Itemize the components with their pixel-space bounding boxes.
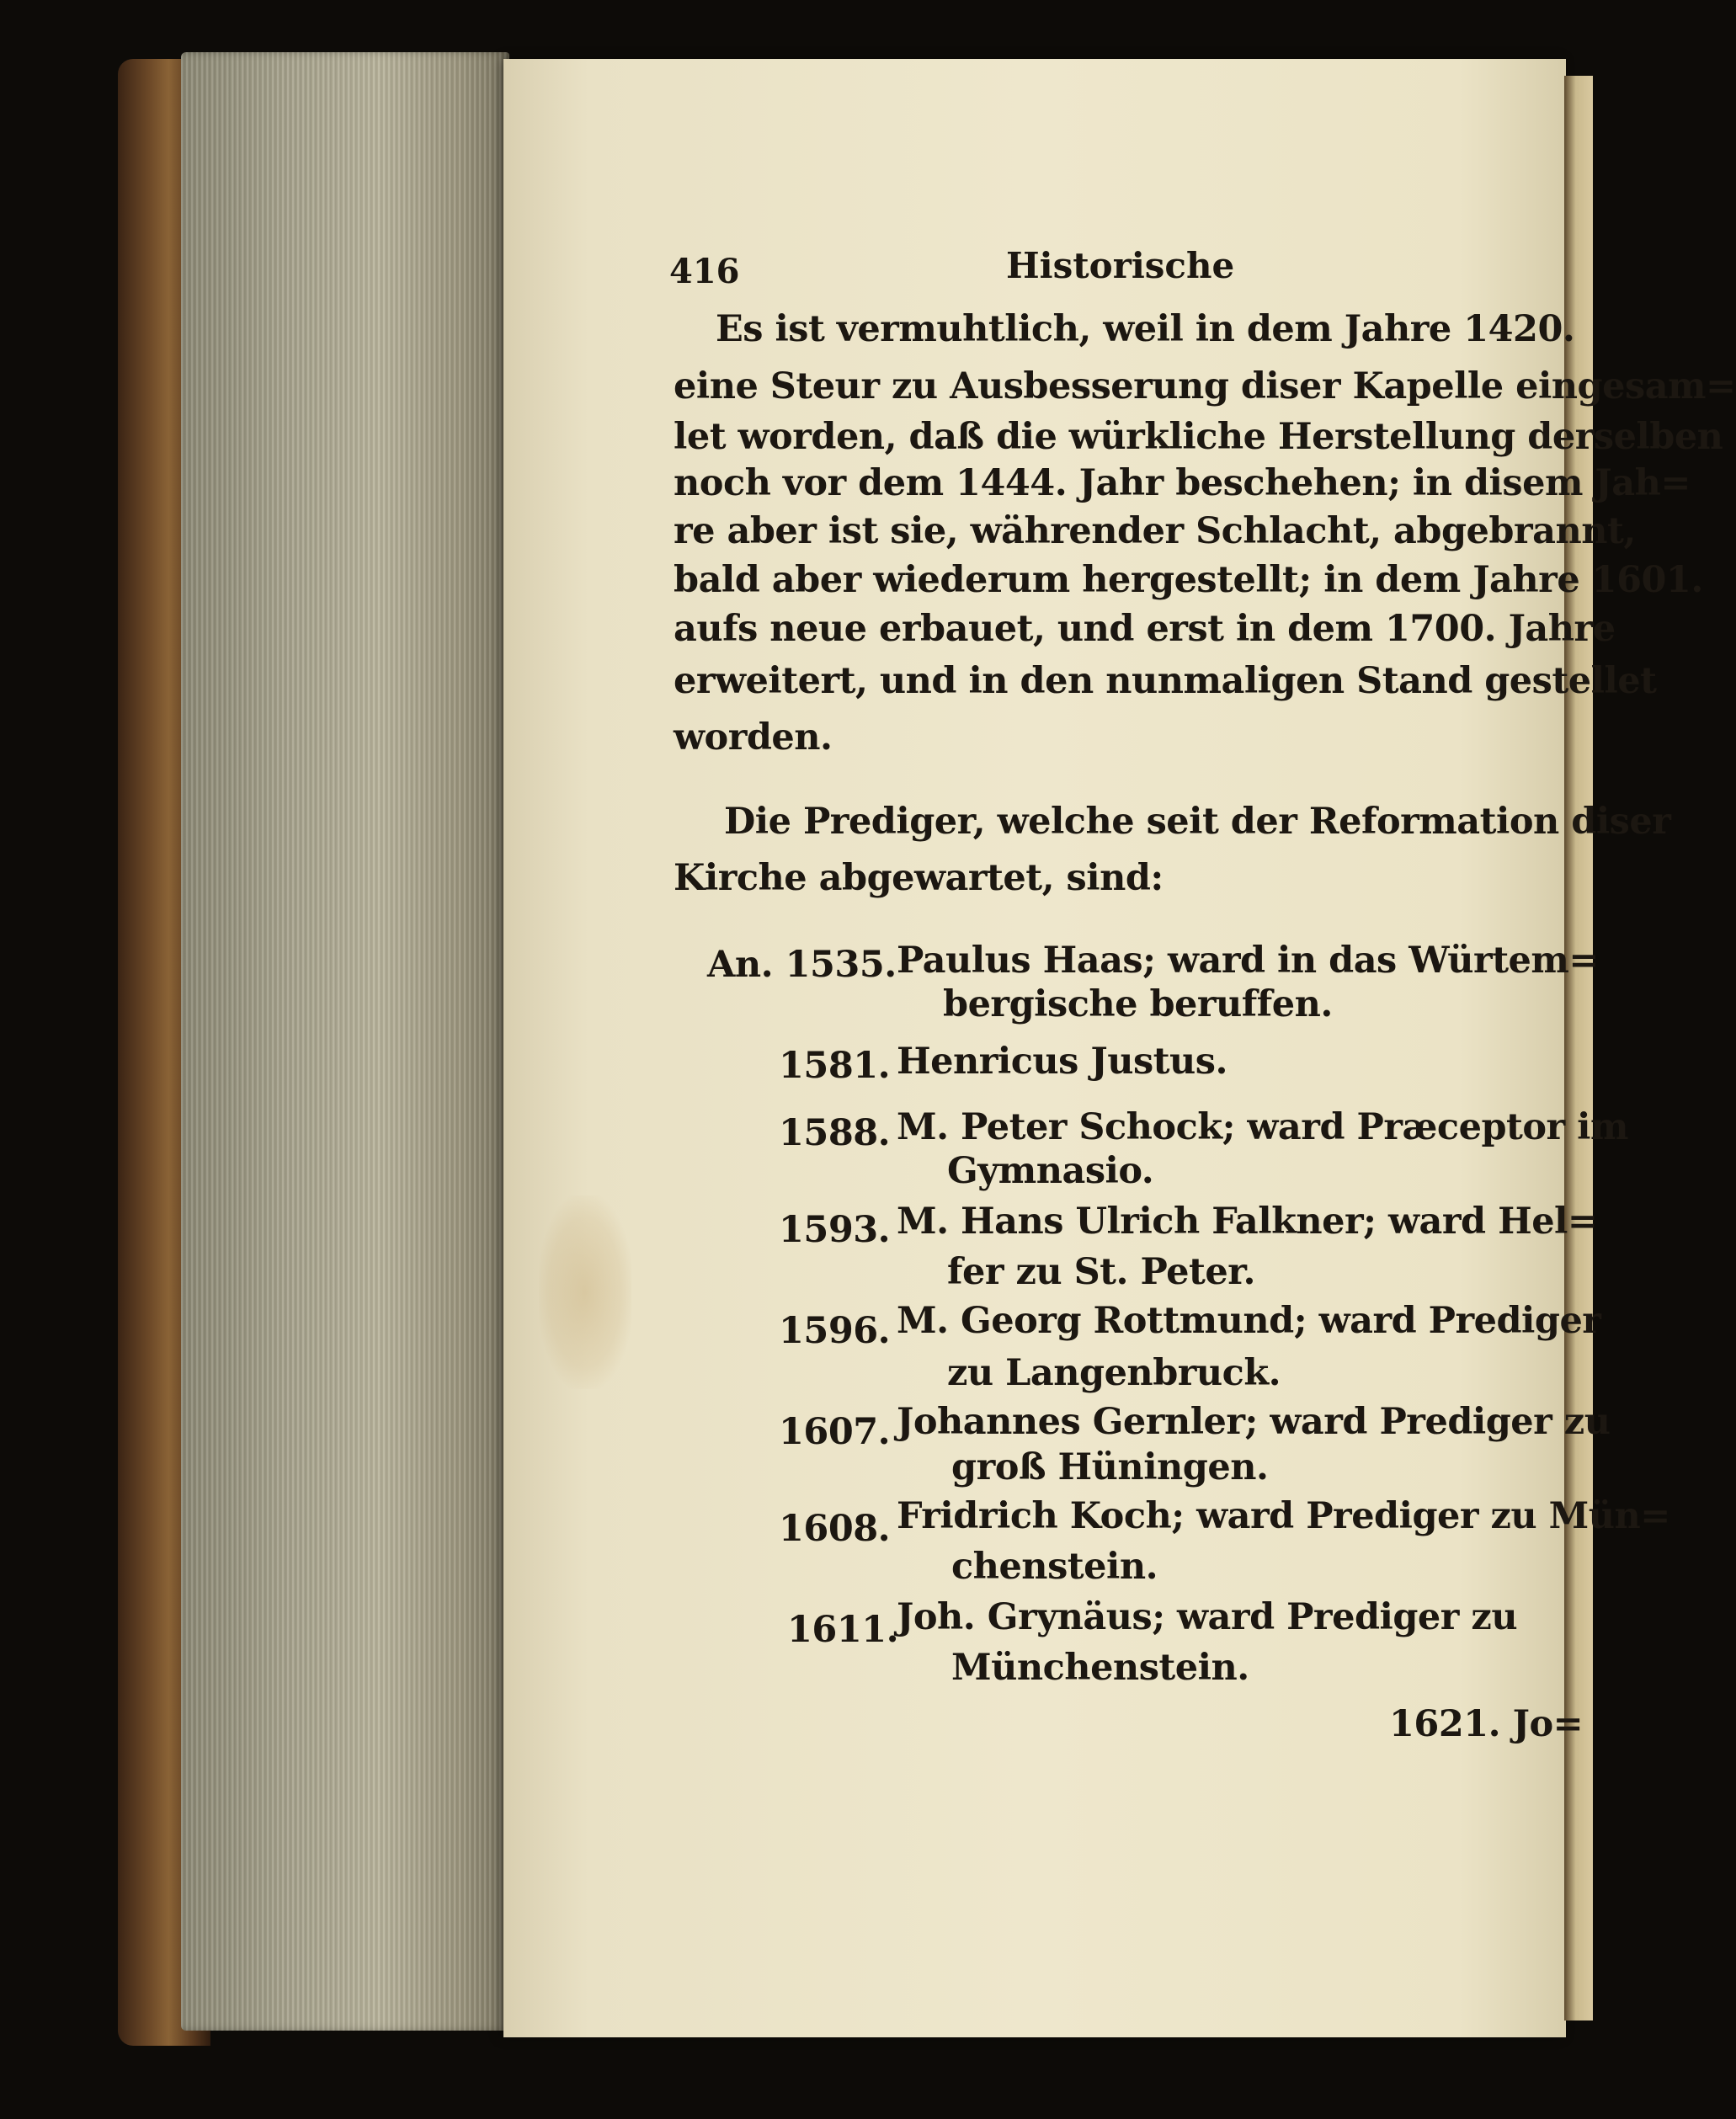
entry-text: Münchenstein. — [951, 1647, 1249, 1689]
entry-year: 1581. — [779, 1045, 891, 1087]
paragraph-line: worden. — [674, 716, 833, 759]
entry-text: M. Peter Schock; ward Præceptor im — [897, 1106, 1629, 1148]
entry-text: Johannes Gernler; ward Prediger zu — [897, 1401, 1611, 1443]
entry-text: M. Georg Rottmund; ward Prediger — [897, 1300, 1601, 1342]
entry-year: 1593. — [779, 1209, 891, 1251]
paragraph-line: let worden, daß die würkliche Herstellung derselben — [674, 416, 1723, 458]
entry-text: bergische beruffen. — [943, 983, 1333, 1025]
paragraph-line: Es ist vermuhtlich, weil in dem Jahre 1420. — [716, 308, 1575, 350]
entry-text: Fridrich Koch; ward Prediger zu Mün= — [897, 1495, 1670, 1537]
page-edges — [181, 52, 509, 2031]
entry-text: fer zu St. Peter. — [947, 1251, 1255, 1293]
entry-year: 1596. — [779, 1310, 891, 1352]
entry-text: groß Hüningen. — [951, 1446, 1269, 1488]
entry-text: Henricus Justus. — [897, 1041, 1227, 1083]
entry-text: chenstein. — [951, 1546, 1158, 1588]
entry-text: Joh. Grynäus; ward Prediger zu — [897, 1596, 1518, 1638]
water-stain — [539, 1195, 631, 1389]
entry-text: M. Hans Ulrich Falkner; ward Hel= — [897, 1201, 1598, 1243]
paragraph-line: noch vor dem 1444. Jahr beschehen; in disem Jah= — [674, 462, 1691, 504]
entry-year: 1588. — [779, 1112, 891, 1154]
entry-year: 1611. — [787, 1609, 899, 1651]
catchword: 1621. Jo= — [1389, 1703, 1584, 1745]
entry-text: Gymnasio. — [947, 1150, 1154, 1192]
paragraph-line: bald aber wiederum hergestellt; in dem Jahre 1601. — [674, 559, 1703, 601]
running-title: Historische — [1006, 245, 1235, 286]
paragraph-line: Die Prediger, welche seit der Reformation diser — [724, 801, 1671, 843]
page-number: 416 — [669, 252, 740, 291]
entry-year: 1607. — [779, 1411, 891, 1453]
entry-text: Paulus Haas; ward in das Würtem= — [897, 940, 1599, 982]
paragraph-line: aufs neue erbauet, und erst in dem 1700. Jahre — [674, 608, 1616, 650]
entry-year: 1608. — [779, 1508, 891, 1550]
paragraph-line: eine Steur zu Ausbesserung diser Kapelle eingesam= — [674, 365, 1736, 407]
paragraph-line: erweitert, und in den nunmaligen Stand gestellet — [674, 660, 1657, 702]
paragraph-line: re aber ist sie, währender Schlacht, abgebrannt, — [674, 510, 1636, 552]
entry-text: zu Langenbruck. — [947, 1352, 1281, 1394]
entry-year: An. 1535. — [707, 944, 897, 986]
paragraph-line: Kirche abgewartet, sind: — [674, 857, 1164, 899]
